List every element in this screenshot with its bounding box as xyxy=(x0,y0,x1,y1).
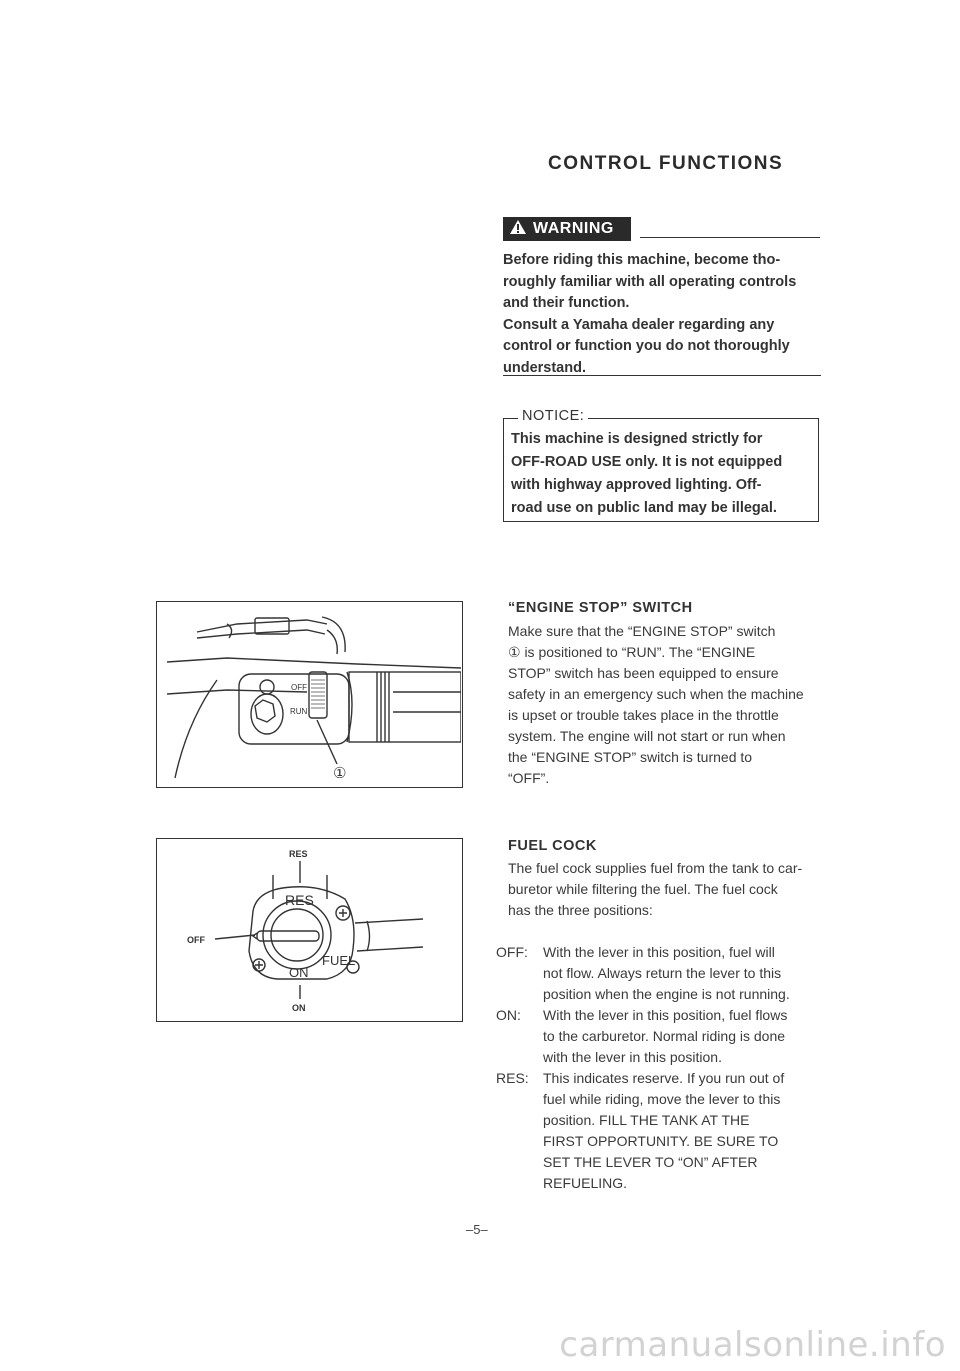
engine-stop-heading: “ENGINE STOP” SWITCH xyxy=(508,600,693,616)
fuel-position-off: OFF: With the lever in this position, fuel will not flow. Always return the lever to this position when the engine is not running. xyxy=(496,944,790,1002)
fuel-dial-label: FUEL xyxy=(322,953,356,968)
warning-divider xyxy=(640,237,820,238)
engine-stop-body: Make sure that the “ENGINE STOP” switch ① is positioned to “RUN”. The “ENGINE STOP” switch has been equipped to ensure safety in an emergency such when the machine is upset or trouble takes place in the throttle system. The engine will not start or run when the “ENGINE STOP” switch is turned to “OFF”. xyxy=(508,623,804,786)
switch-run-label: RUN xyxy=(290,707,308,716)
fuel-cock-heading: FUEL COCK xyxy=(508,838,597,854)
page-number: –5– xyxy=(466,1222,488,1237)
fuel-cock-positions xyxy=(496,942,824,1194)
warning-triangle-icon xyxy=(509,219,527,240)
engine-stop-switch-figure xyxy=(156,601,463,788)
switch-callout-label: ① xyxy=(333,764,347,782)
switch-off-label: OFF xyxy=(291,683,307,692)
res-callout-label: RES xyxy=(289,849,308,859)
warning-bottom-rule xyxy=(503,375,821,376)
on-callout-label: ON xyxy=(292,1003,306,1013)
fuel-cock-figure xyxy=(156,838,463,1022)
fuel-position-res: RES: This indicates reserve. If you run out of fuel while riding, move the lever to this position. FILL THE TANK AT THE FIRST OPPORTUNITY. BE SURE TO SET THE LEVER TO “ON” AFTER REFUELING. xyxy=(496,1070,785,1191)
warning-label: WARNING xyxy=(533,220,614,237)
page-title: CONTROL FUNCTIONS xyxy=(548,153,784,174)
fuel-position-on: ON: With the lever in this position, fuel flows to the carburetor. Normal riding is done with the lever in this position. xyxy=(496,1007,788,1065)
notice-text: This machine is designed strictly for OFF-ROAD USE only. It is not equipped with highway approved lighting. Off- road use on public land may be illegal. xyxy=(511,431,783,516)
warning-badge xyxy=(503,217,631,241)
fuel-cock-body: The fuel cock supplies fuel from the tank to car- buretor while filtering the fuel. The fuel cock has the three positions: xyxy=(508,860,803,918)
watermark: carmanualsonline.info xyxy=(559,1325,946,1365)
res-dial-label: RES xyxy=(285,892,314,908)
warning-text: Before riding this machine, become tho- roughly familiar with all operating controls and their function. Consult a Yamaha dealer regarding any control or function you do not thoroughly understand. xyxy=(503,252,797,376)
on-dial-label: ON xyxy=(289,965,309,980)
off-callout-label: OFF xyxy=(187,935,205,945)
notice-label: NOTICE: xyxy=(518,408,588,424)
